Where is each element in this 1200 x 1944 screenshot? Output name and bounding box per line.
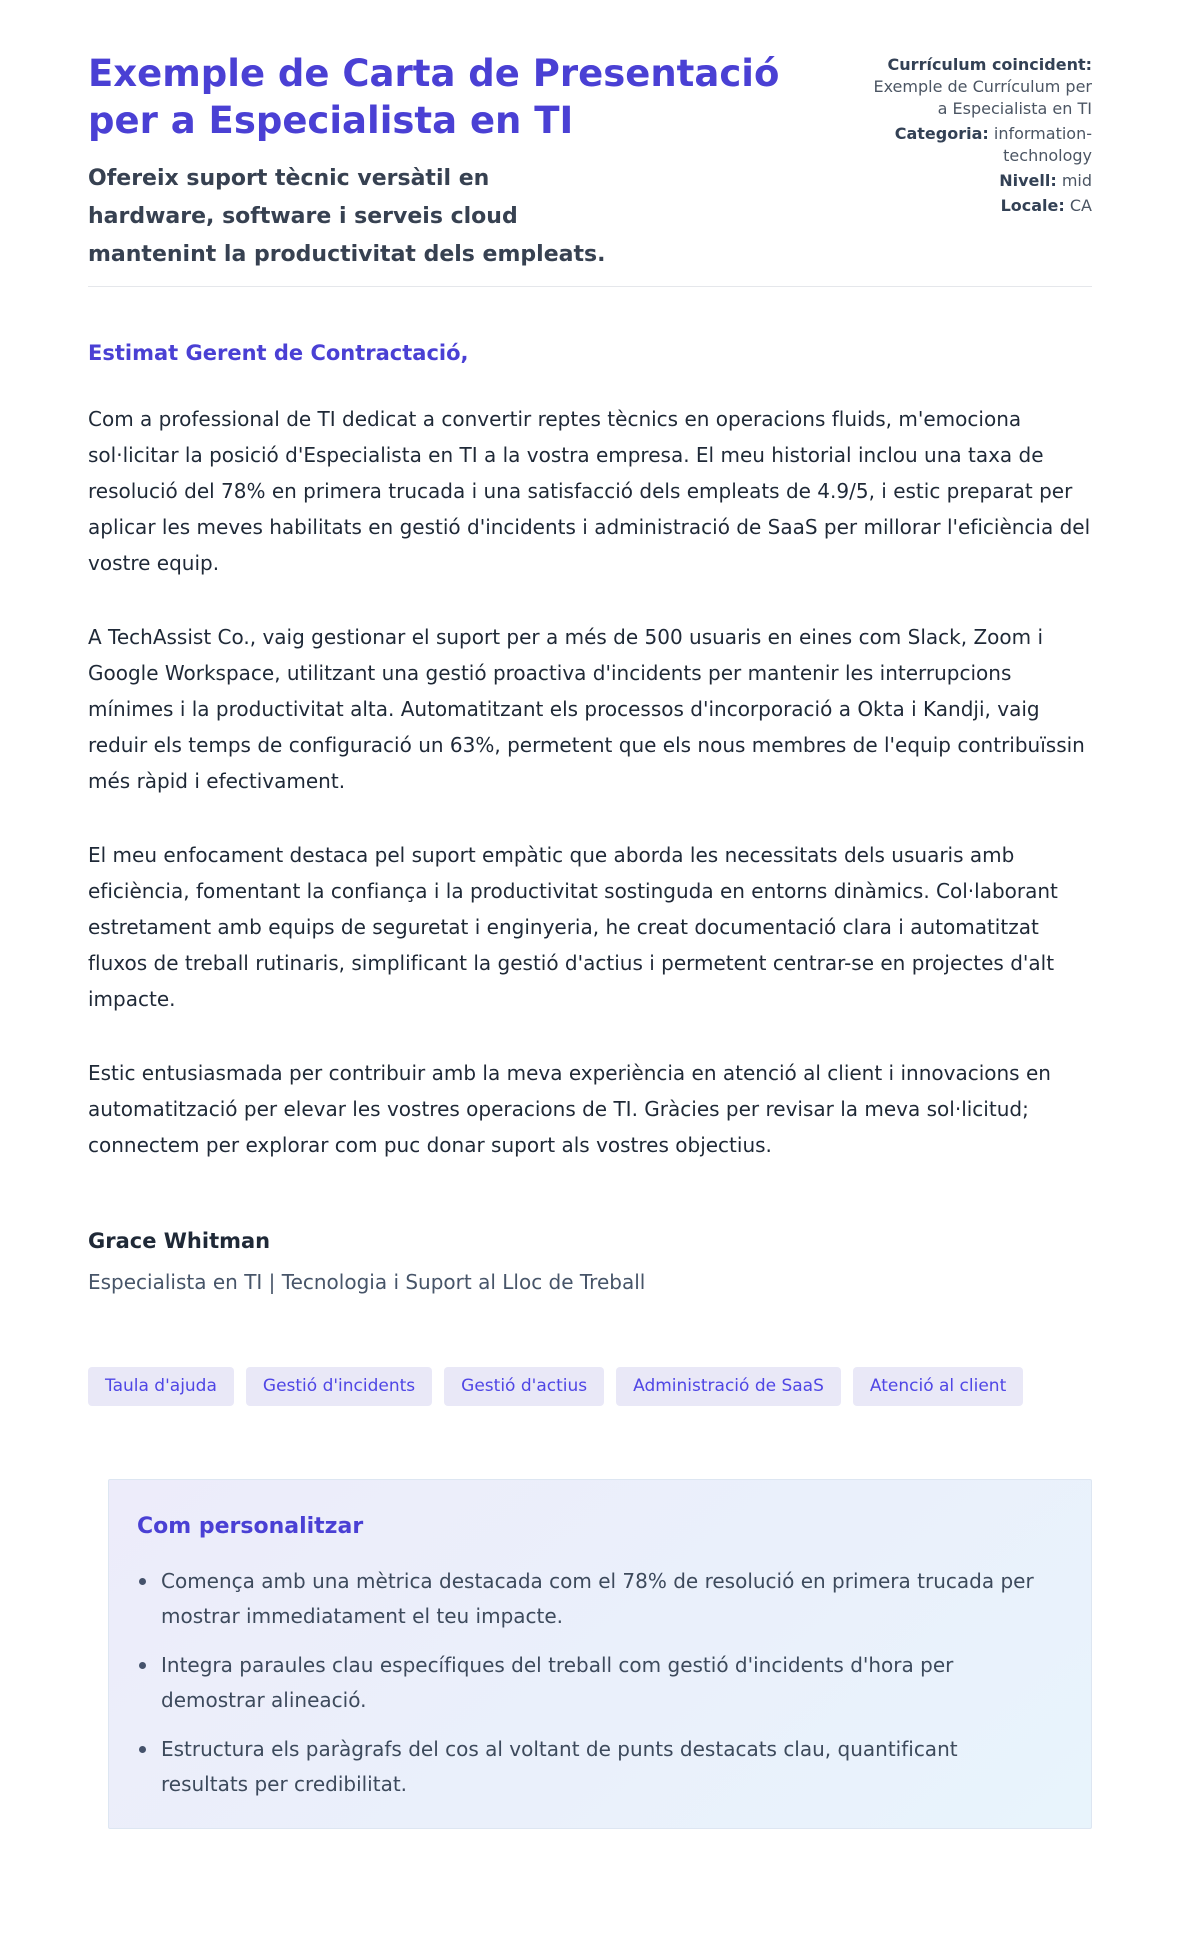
letter-paragraph: A TechAssist Co., vaig gestionar el suport per a més de 500 usuaris en eines com Slack, Zoom i Google Workspace, utilitzant una gestió proactiva d'incidents per mantenir les interrupcions mínimes i la productivitat alta. Automatitzant els processos d'incorporació a Okta i Kandji, vaig reduir els temps de configuració un 63%, permetent que els nous membres de l'equip contribuïssin més ràpid i efectivament.	[88, 625, 1085, 793]
bullet-dot-icon	[139, 1746, 146, 1753]
letter-greeting: Estimat Gerent de Contractació,	[88, 341, 469, 365]
letter-paragraph: Com a professional de TI dedicat a convertir reptes tècnics en operacions fluids, m'emociona sol·licitar la posició d'Especialista en TI a la vostra empresa. El meu historial inclou una taxa de resolució del 78% en primera trucada i una satisfacció dels empleats de 4.9/5, i estic preparat per aplicar les meves habilitats en gestió d'incidents i administració de SaaS per millorar l'eficiència del vostre equip.	[88, 407, 1091, 575]
tag-chip-help-desk[interactable]: Taula d'ajuda	[88, 1367, 234, 1406]
tip-item-text: Comença amb una mètrica destacada com el 78% de resolució en primera trucada per mostrar immediatament el teu impacte.	[161, 1569, 1034, 1628]
tag-chip-asset-management[interactable]: Gestió d'actius	[444, 1367, 604, 1406]
tag-chip-customer-service[interactable]: Atenció al client	[853, 1367, 1023, 1406]
tag-chip-saas-administration[interactable]: Administració de SaaS	[616, 1367, 841, 1406]
header-divider	[88, 286, 1092, 287]
tip-item-text: Estructura els paràgrafs del cos al voltant de punts destacats clau, quantificant resultats per credibilitat.	[161, 1737, 958, 1796]
page-title: Exemple de Carta de Presentació per a Especialista en TI	[88, 52, 780, 142]
signature-name: Grace Whitman	[88, 1229, 271, 1253]
content-container	[88, 0, 1092, 1829]
meta-locale-label: Locale:	[1000, 196, 1065, 215]
meta-level-label: Nivell:	[999, 171, 1057, 190]
customization-tips-box	[108, 1479, 1092, 1829]
signature-role: Especialista en TI | Tecnologia i Suport al Lloc de Treball	[88, 1270, 646, 1294]
meta-level-value: mid	[1061, 171, 1092, 190]
letter-paragraph: El meu enfocament destaca pel suport empàtic que aborda les necessitats dels usuaris amb eficiència, fomentant la confiança i la productivitat sostinguda en entorns dinàmics. Col·laborant estretament amb equips de seguretat i enginyeria, he creat documentació clara i automatitzat fluxos de treball rutinaris, simplificant la gestió d'actius i permetent centrar-se en projectes d'alt impacte.	[88, 843, 1058, 1011]
letter-paragraph: Estic entusiasmada per contribuir amb la meva experiència en atenció al client i innovacions en automatització per elevar les vostres operacions de TI. Gràcies per revisar la meva sol·licitud; connectem per explorar com puc donar suport als vostres objectius.	[88, 1061, 1051, 1157]
tips-list	[137, 1564, 1061, 1802]
header-title-block	[88, 50, 788, 274]
tips-title: Com personalitzar	[137, 1514, 364, 1539]
meta-matching-resume-value: Exemple de Currículum per a Especialista en TI	[873, 77, 1092, 118]
meta-matching-resume-label: Currículum coincident:	[887, 55, 1092, 74]
tip-item	[137, 1648, 1037, 1718]
meta-category-label: Categoria:	[894, 124, 989, 143]
page-header	[88, 50, 1092, 274]
tip-item	[137, 1732, 1037, 1802]
meta-level	[867, 170, 1092, 192]
meta-category	[867, 123, 1092, 167]
skill-tags-row	[88, 1367, 1092, 1406]
tag-chip-incident-management[interactable]: Gestió d'incidents	[246, 1367, 432, 1406]
tip-item-text: Integra paraules clau específiques del treball com gestió d'incidents d'hora per demostrar alineació.	[161, 1653, 954, 1712]
page-subtitle: Ofereix suport tècnic versàtil en hardware, software i serveis cloud mantenint la productivitat dels empleats.	[88, 166, 606, 267]
letter-body	[88, 401, 1092, 1163]
meta-locale-value: CA	[1069, 196, 1092, 215]
bullet-dot-icon	[139, 1662, 146, 1669]
resume-meta-block	[867, 54, 1092, 220]
tip-item	[137, 1564, 1037, 1634]
bullet-dot-icon	[139, 1578, 146, 1585]
meta-category-value: information-technology	[993, 124, 1092, 165]
meta-matching-resume	[867, 54, 1092, 120]
meta-locale	[867, 195, 1092, 217]
